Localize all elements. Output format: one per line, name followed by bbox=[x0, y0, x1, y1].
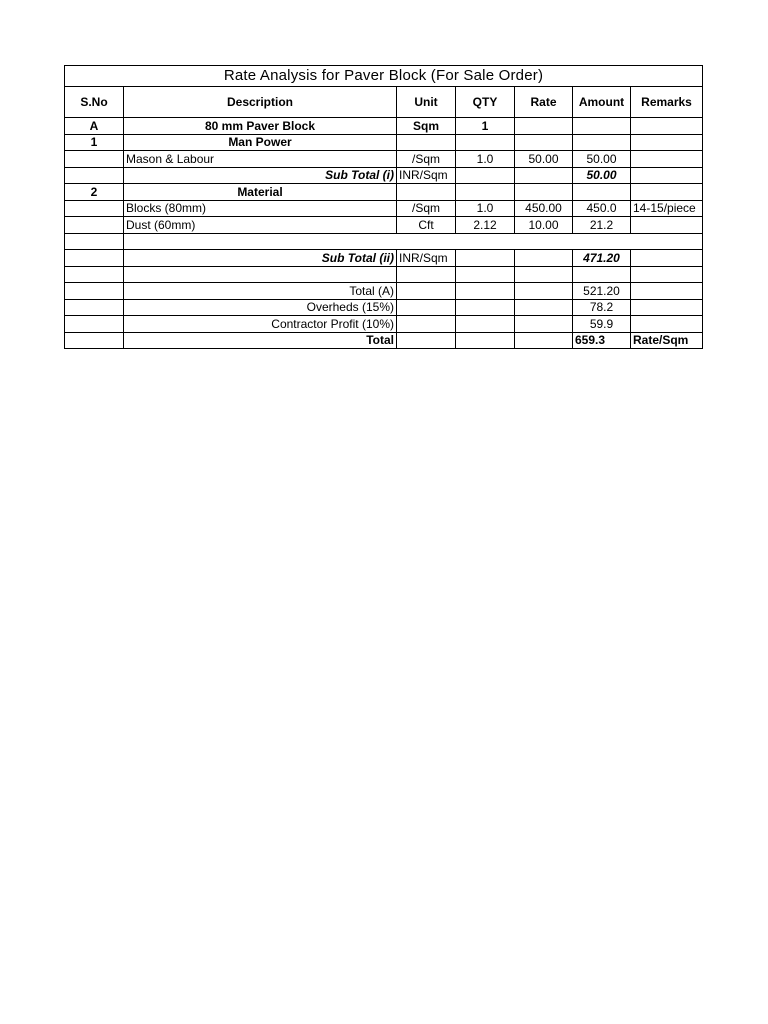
total-amount: 659.3 bbox=[573, 332, 631, 349]
blocks-rate: 450.00 bbox=[515, 200, 573, 217]
empty-cell bbox=[515, 299, 573, 316]
blocks-unit: /Sqm bbox=[397, 200, 456, 217]
section1-description: Man Power bbox=[124, 134, 397, 151]
total-label: Total bbox=[124, 332, 397, 349]
empty-cell bbox=[397, 184, 456, 201]
empty-cell bbox=[515, 118, 573, 135]
subtotal1-unit: INR/Sqm bbox=[397, 167, 456, 184]
empty-cell bbox=[515, 134, 573, 151]
empty-cell bbox=[65, 151, 124, 168]
subtotal1-label: Sub Total (i) bbox=[124, 167, 397, 184]
header-qty: QTY bbox=[456, 87, 515, 118]
table-row bbox=[65, 184, 703, 201]
table-row bbox=[65, 316, 703, 333]
empty-cell bbox=[573, 118, 631, 135]
empty-cell bbox=[456, 283, 515, 300]
dust-description: Dust (60mm) bbox=[124, 217, 397, 234]
dust-qty: 2.12 bbox=[456, 217, 515, 234]
table-row bbox=[65, 233, 703, 250]
table-row bbox=[65, 283, 703, 300]
empty-cell bbox=[65, 200, 124, 217]
total-remarks: Rate/Sqm bbox=[631, 332, 703, 349]
blocks-remarks: 14-15/piece bbox=[631, 200, 703, 217]
dust-amount: 21.2 bbox=[573, 217, 631, 234]
title-row bbox=[65, 66, 703, 87]
empty-cell bbox=[515, 332, 573, 349]
empty-cell bbox=[65, 283, 124, 300]
table-row bbox=[65, 250, 703, 267]
dust-unit: Cft bbox=[397, 217, 456, 234]
header-amount: Amount bbox=[573, 87, 631, 118]
table-row bbox=[65, 118, 703, 135]
table-row bbox=[65, 299, 703, 316]
empty-cell bbox=[573, 184, 631, 201]
empty-cell bbox=[65, 316, 124, 333]
table-row bbox=[65, 200, 703, 217]
blocks-description: Blocks (80mm) bbox=[124, 200, 397, 217]
empty-cell bbox=[631, 266, 703, 283]
table-row bbox=[65, 332, 703, 349]
table-row bbox=[65, 134, 703, 151]
empty-cell bbox=[515, 316, 573, 333]
empty-cell bbox=[515, 283, 573, 300]
empty-cell bbox=[456, 332, 515, 349]
empty-cell bbox=[65, 217, 124, 234]
empty-cell bbox=[456, 184, 515, 201]
item-qty: 1 bbox=[456, 118, 515, 135]
profit-amount: 59.9 bbox=[573, 316, 631, 333]
profit-label: Contractor Profit (10%) bbox=[124, 316, 397, 333]
table-row bbox=[65, 266, 703, 283]
empty-cell bbox=[631, 167, 703, 184]
empty-cell bbox=[456, 299, 515, 316]
empty-cell bbox=[515, 167, 573, 184]
sheet-title: Rate Analysis for Paver Block (For Sale Order) bbox=[65, 66, 703, 87]
mason-rate: 50.00 bbox=[515, 151, 573, 168]
empty-cell bbox=[65, 233, 124, 250]
empty-cell bbox=[397, 332, 456, 349]
table-row bbox=[65, 151, 703, 168]
mason-amount: 50.00 bbox=[573, 151, 631, 168]
empty-cell bbox=[631, 151, 703, 168]
header-sno: S.No bbox=[65, 87, 124, 118]
mason-unit: /Sqm bbox=[397, 151, 456, 168]
empty-cell bbox=[631, 134, 703, 151]
overheads-label: Overheds (15%) bbox=[124, 299, 397, 316]
subtotal2-unit: INR/Sqm bbox=[397, 250, 456, 267]
item-unit: Sqm bbox=[397, 118, 456, 135]
item-sno: A bbox=[65, 118, 124, 135]
rate-analysis-table bbox=[64, 65, 703, 349]
section2-sno: 2 bbox=[65, 184, 124, 201]
empty-cell bbox=[631, 184, 703, 201]
header-remarks: Remarks bbox=[631, 87, 703, 118]
empty-cell bbox=[456, 250, 515, 267]
subtotal1-amount: 50.00 bbox=[573, 167, 631, 184]
empty-cell bbox=[515, 266, 573, 283]
empty-cell bbox=[631, 299, 703, 316]
header-description: Description bbox=[124, 87, 397, 118]
empty-cell bbox=[124, 233, 703, 250]
empty-cell bbox=[456, 316, 515, 333]
header-row bbox=[65, 87, 703, 118]
empty-cell bbox=[631, 217, 703, 234]
empty-cell bbox=[573, 266, 631, 283]
section1-sno: 1 bbox=[65, 134, 124, 151]
empty-cell bbox=[65, 167, 124, 184]
empty-cell bbox=[65, 250, 124, 267]
blocks-qty: 1.0 bbox=[456, 200, 515, 217]
dust-rate: 10.00 bbox=[515, 217, 573, 234]
header-rate: Rate bbox=[515, 87, 573, 118]
overheads-amount: 78.2 bbox=[573, 299, 631, 316]
empty-cell bbox=[65, 266, 124, 283]
mason-qty: 1.0 bbox=[456, 151, 515, 168]
empty-cell bbox=[65, 332, 124, 349]
empty-cell bbox=[124, 266, 397, 283]
empty-cell bbox=[456, 134, 515, 151]
empty-cell bbox=[631, 250, 703, 267]
empty-cell bbox=[456, 266, 515, 283]
empty-cell bbox=[456, 167, 515, 184]
subtotal2-label: Sub Total (ii) bbox=[124, 250, 397, 267]
table-row bbox=[65, 167, 703, 184]
table-row bbox=[65, 217, 703, 234]
totalA-label: Total (A) bbox=[124, 283, 397, 300]
empty-cell bbox=[631, 118, 703, 135]
totalA-amount: 521.20 bbox=[573, 283, 631, 300]
empty-cell bbox=[515, 184, 573, 201]
empty-cell bbox=[631, 283, 703, 300]
empty-cell bbox=[397, 283, 456, 300]
item-description: 80 mm Paver Block bbox=[124, 118, 397, 135]
empty-cell bbox=[397, 266, 456, 283]
empty-cell bbox=[397, 134, 456, 151]
empty-cell bbox=[397, 299, 456, 316]
empty-cell bbox=[515, 250, 573, 267]
blocks-amount: 450.0 bbox=[573, 200, 631, 217]
empty-cell bbox=[573, 134, 631, 151]
header-unit: Unit bbox=[397, 87, 456, 118]
empty-cell bbox=[397, 316, 456, 333]
empty-cell bbox=[631, 316, 703, 333]
section2-description: Material bbox=[124, 184, 397, 201]
subtotal2-amount: 471.20 bbox=[573, 250, 631, 267]
mason-description: Mason & Labour bbox=[124, 151, 397, 168]
empty-cell bbox=[65, 299, 124, 316]
